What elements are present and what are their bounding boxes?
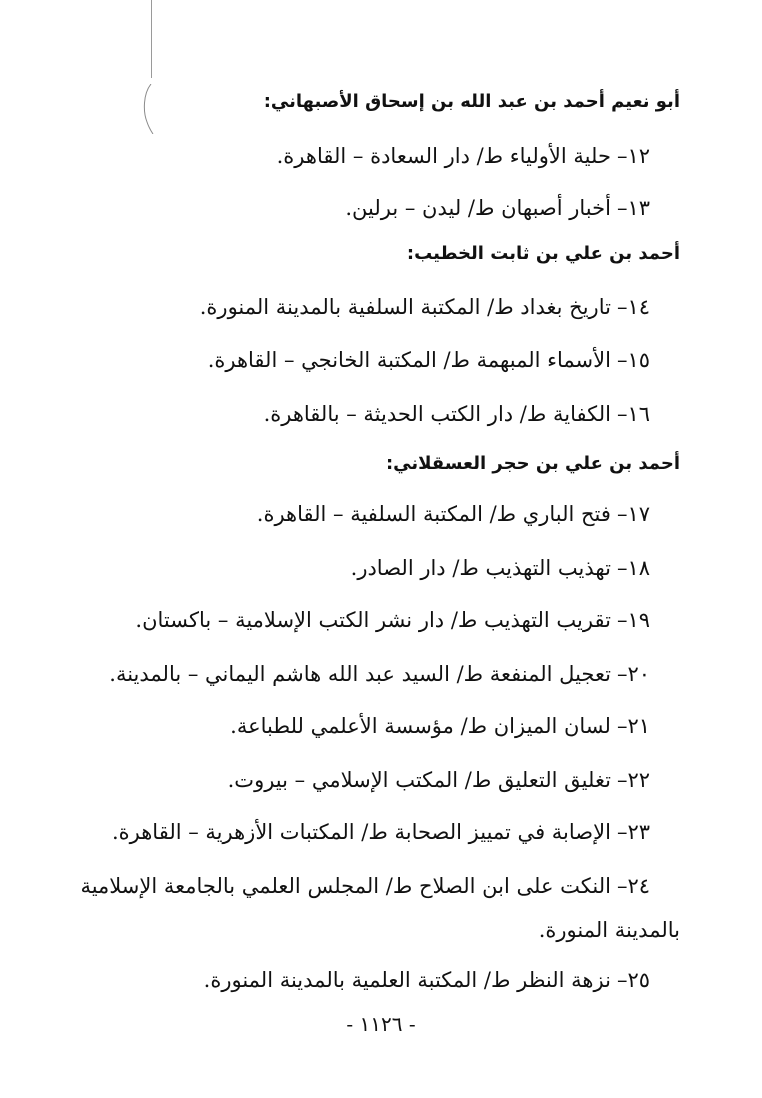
entry-number: ١٦– (616, 402, 650, 426)
entry-number: ٢٢– (616, 768, 650, 792)
list-item (277, 142, 650, 170)
scan-edge-curve (141, 84, 155, 134)
entry-text: نزهة النظر ط/ المكتبة العلمية بالمدينة المنورة. (203, 968, 611, 992)
entry-text: الأسماء المبهمة ط/ المكتبة الخانجي – القاهرة. (207, 348, 611, 372)
list-item (204, 966, 650, 994)
entry-number: ١٢– (616, 144, 650, 168)
list-item (80, 872, 650, 900)
entry-text: الإصابة في تمييز الصحابة ط/ المكتبات الأزهرية – القاهرة. (111, 820, 611, 844)
entry-text: الكفاية ط/ دار الكتب الحديثة – بالقاهرة. (263, 402, 611, 426)
author-heading-abu-nuaim: أبو نعيم أحمد بن عبد الله بن إسحاق الأصبهاني: (263, 91, 680, 112)
list-item (351, 554, 650, 582)
author-heading-khatib: أحمد بن علي بن ثابت الخطيب: (406, 243, 680, 264)
entry-number: ١٤– (616, 295, 650, 319)
entry-text: حلية الأولياء ط/ دار السعادة – القاهرة. (276, 144, 611, 168)
entry-number: ١٩– (616, 608, 650, 632)
entry-number: ١٨– (616, 556, 650, 580)
list-item (112, 818, 650, 846)
entry-text: تقريب التهذيب ط/ دار نشر الكتب الإسلامية – باكستان. (135, 608, 611, 632)
entry-text: تغليق التعليق ط/ المكتب الإسلامي – بيروت. (227, 768, 611, 792)
entry-continuation: بالمدينة المنورة. (538, 918, 680, 942)
entry-number: ٢٥– (616, 968, 650, 992)
list-item (200, 293, 650, 321)
entry-text: تاريخ بغداد ط/ المكتبة السلفية بالمدينة المنورة. (199, 295, 611, 319)
list-item (230, 712, 650, 740)
entry-text: لسان الميزان ط/ مؤسسة الأعلمي للطباعة. (230, 714, 611, 738)
entry-number: ١٣– (616, 196, 650, 220)
entry-number: ١٥– (616, 348, 650, 372)
entry-text: النكت على ابن الصلاح ط/ المجلس العلمي بالجامعة الإسلامية (80, 874, 611, 898)
entry-number: ٢٤– (616, 874, 650, 898)
list-item (345, 194, 650, 222)
list-item (228, 766, 650, 794)
entry-number: ٢٠– (616, 662, 650, 686)
list-item (208, 346, 650, 374)
list-item (264, 400, 650, 428)
entry-number: ٢١– (616, 714, 650, 738)
list-item (109, 660, 650, 688)
entry-text: فتح الباري ط/ المكتبة السلفية – القاهرة. (256, 502, 611, 526)
entry-text: تعجيل المنفعة ط/ السيد عبد الله هاشم اليماني – بالمدينة. (109, 662, 611, 686)
entry-number: ٢٣– (616, 820, 650, 844)
page-number: - ١١٢٦ - (346, 1012, 416, 1036)
list-item (135, 606, 650, 634)
author-heading-ibn-hajar: أحمد بن علي بن حجر العسقلاني: (385, 453, 680, 474)
entry-number: ١٧– (616, 502, 650, 526)
list-item (257, 500, 650, 528)
scan-edge-line (151, 0, 152, 78)
entry-text: تهذيب التهذيب ط/ دار الصادر. (350, 556, 611, 580)
entry-text: أخبار أصبهان ط/ ليدن – برلين. (345, 196, 611, 220)
